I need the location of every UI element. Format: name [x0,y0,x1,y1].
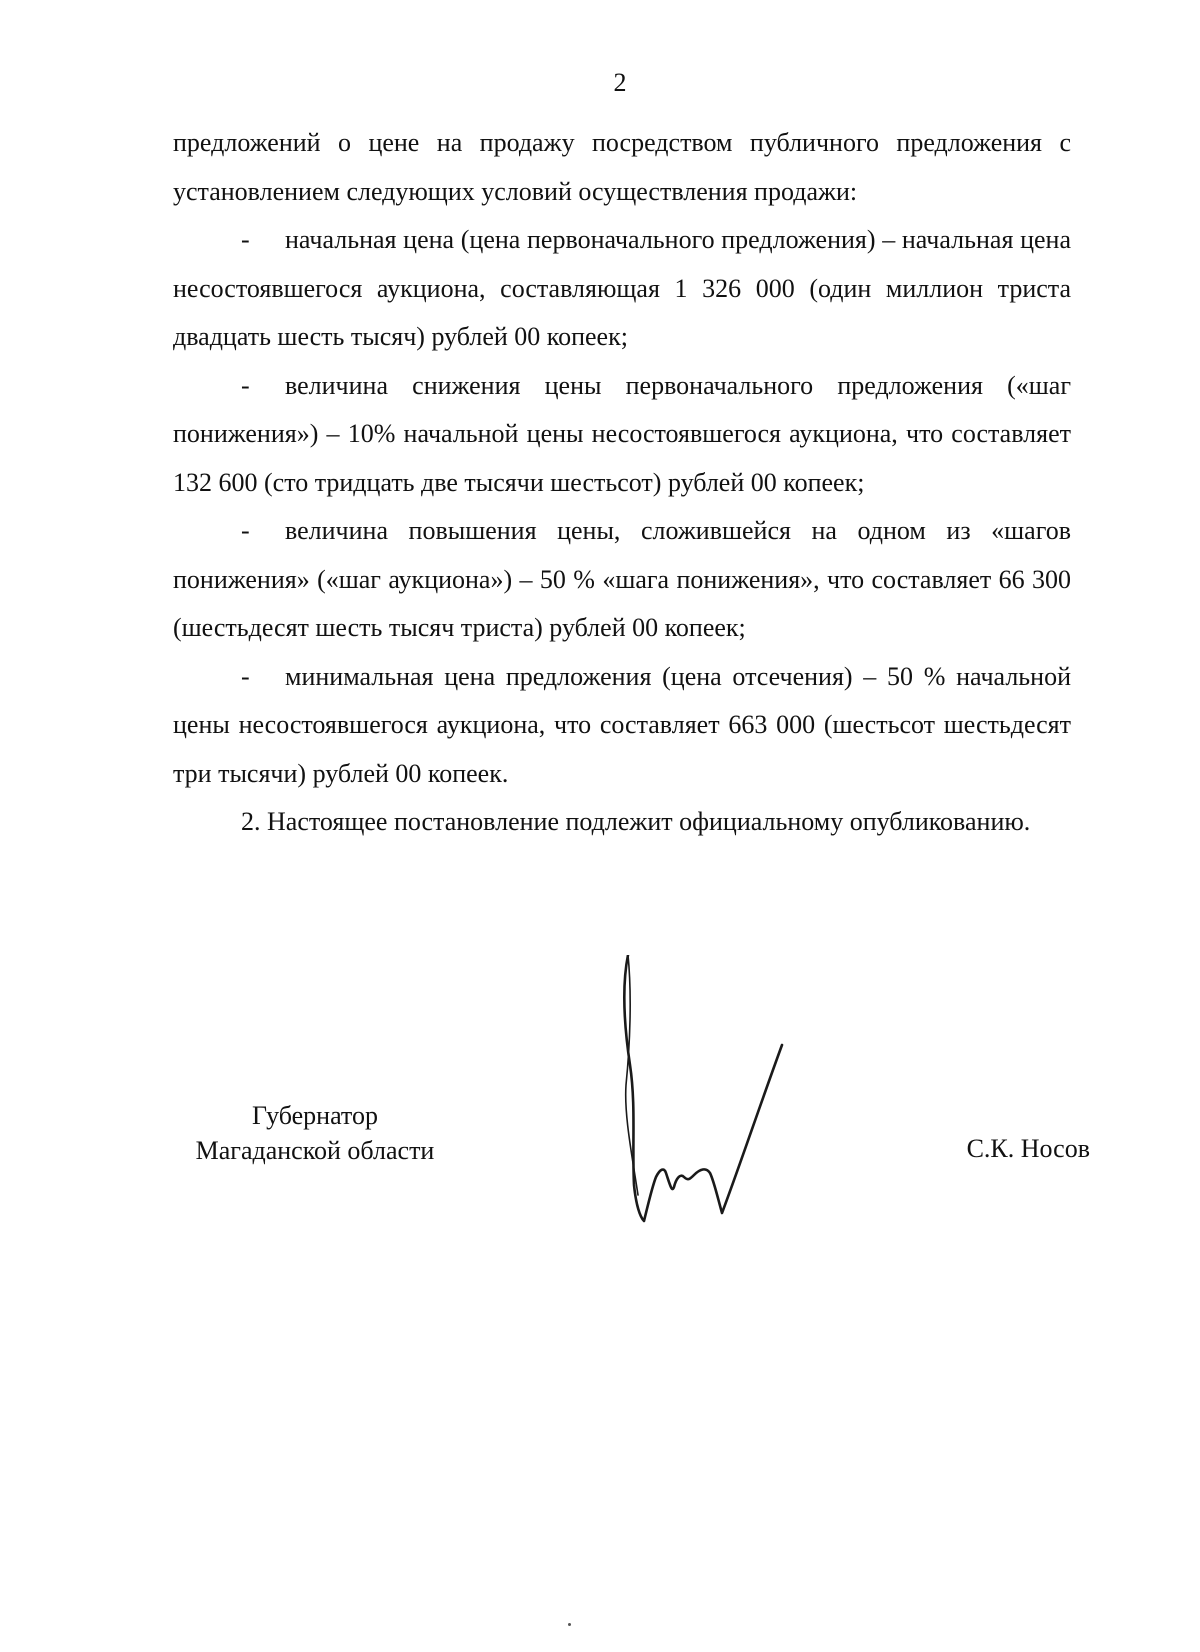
position-title: Губернатор [252,1101,378,1130]
handwritten-signature [610,955,840,1225]
dash-marker: - [241,661,250,691]
document-body [173,119,1071,847]
signatory-name: С.К. Носов [966,1134,1090,1163]
signatory-position [150,1098,480,1168]
paragraph-publication [173,798,1071,847]
dash-marker: - [241,225,250,254]
list-item-cutoff-price [173,653,1071,799]
paragraph-text: 2. Настоящее постановление подлежит официальному опубликованию. [241,807,1031,836]
list-item-auction-step [173,507,1071,653]
list-item-price-reduction-step [173,362,1071,508]
paragraph-text: минимальная цена предложения (цена отсечения) – 50 % начальной цены несостоявшегося аукциона, что составляет 663 000 (шестьсот шестьдесят три тысячи) рублей 00 копеек. [173,661,1071,788]
list-item-initial-price [173,216,1071,362]
page-number: 2 [613,68,627,97]
paragraph-text: предложений о цене на продажу посредством публичного предложения с установлением следующих условий осуществления продажи: [173,128,1071,206]
paragraph-text: величина снижения цены первоначального предложения («шаг понижения») – 10% начальной цены несостоявшегося аукциона, что составляет 132 600 (сто тридцать две тысячи шестьсот) рублей 00 копеек; [173,370,1071,497]
position-region: Магаданской области [195,1136,435,1165]
dash-marker: - [241,370,250,400]
paragraph-text: начальная цена (цена первоначального предложения) – начальная цена несостоявшегося аукциона, составляющая 1 326 000 (один миллион триста двадцать шесть тысяч) рублей 00 копеек; [173,225,1071,351]
scan-speck [568,1623,571,1626]
paragraph-continuation [173,119,1071,216]
paragraph-text: величина повышения цены, сложившейся на одном из «шагов понижения» («шаг аукциона») – 50 % «шага понижения», что составляет 66 300 (шестьдесят шесть тысяч триста) рублей 00 копеек; [173,516,1071,642]
dash-marker: - [241,516,250,545]
